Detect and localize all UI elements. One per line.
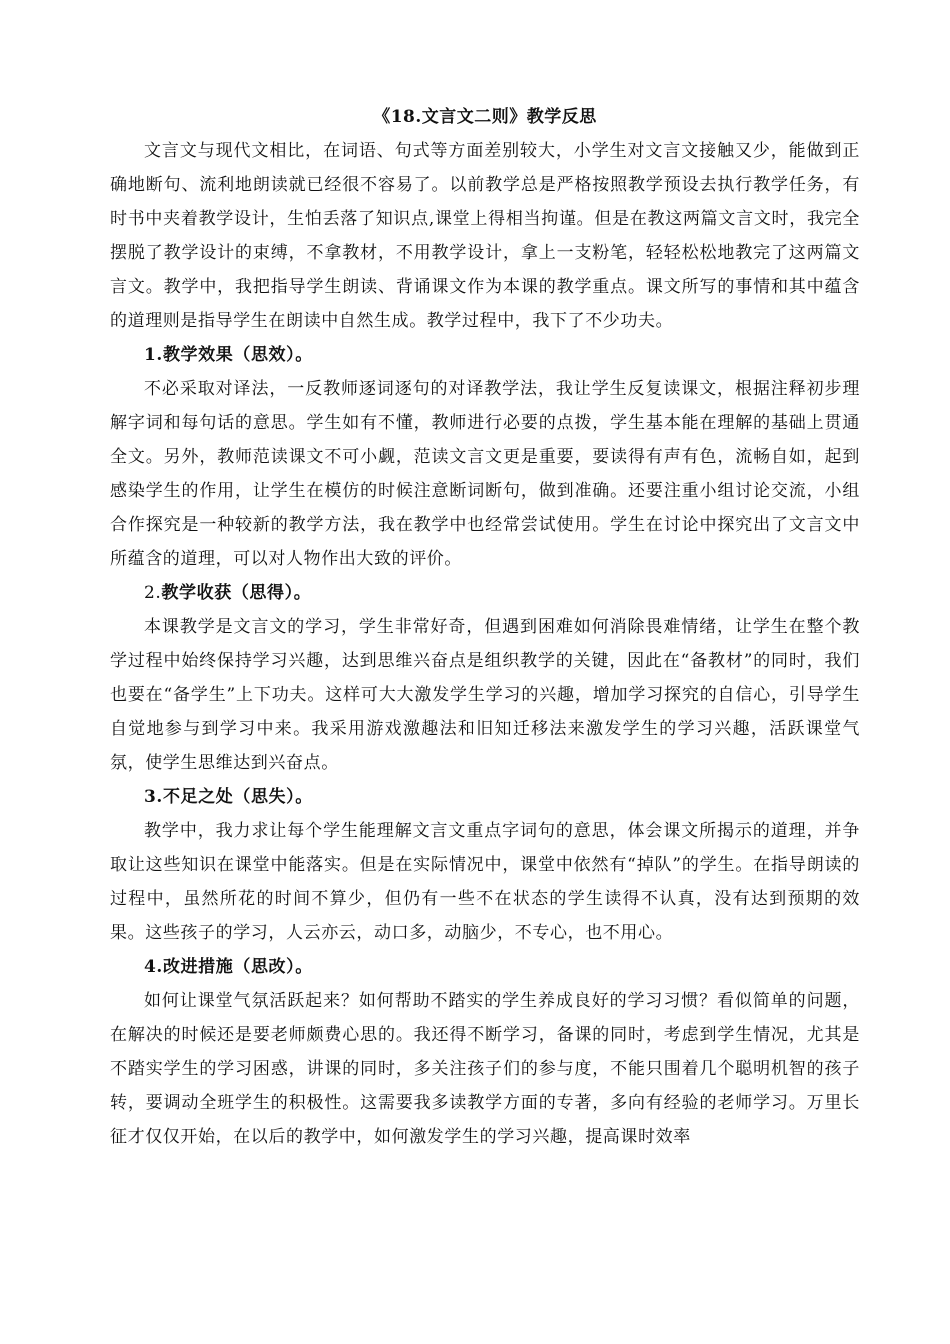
section-4-heading	[110, 950, 860, 984]
section-3-body: 教学中，我力求让每个学生能理解文言文重点字词句的意思，体会课文所揭示的道理，并争取让这些知识在课堂中能落实。但是在实际情况中，课堂中依然有“掉队”的学生。在指导朗读的过程中，虽然所花的时间不算少，但仍有一些不在状态的学生读得不认真，没有达到预期的效果。这些孩子的学习，人云亦云，动口多，动脑少，不专心，也不用心。	[110, 821, 860, 943]
section-1-body: 不必采取对译法，一反教师逐词逐句的对译教学法，我让学生反复读课文，根据注释初步理解字词和每句话的意思。学生如有不懂，教师进行必要的点拨，学生基本能在理解的基础上贯通全文。另外，教师范读课文不可小觑，范读文言文更是重要，要读得有声有色，流畅自如，起到感染学生的作用，让学生在模仿的时候注意断词断句，做到准确。还要注重小组讨论交流，小组合作探究是一种较新的教学方法，我在教学中也经常尝试使用。学生在讨论中探究出了文言文中所蕴含的道理，可以对人物作出大致的评价。	[110, 379, 860, 569]
section-3-number: 3.	[144, 787, 163, 807]
section-2-body: 本课教学是文言文的学习，学生非常好奇，但遇到困难如何消除畏难情绪，让学生在整个教学过程中始终保持学习兴趣，达到思维兴奋点是组织教学的关键，因此在“备教材”的同时，我们也要在“备学生”上下功夫。这样可大大激发学生学习的兴趣，增加学习探究的自信心，引导学生自觉地参与到学习中来。我采用游戏激趣法和旧知迁移法来激发学生的学习兴趣，活跃课堂气氛，使学生思维达到兴奋点。	[110, 617, 860, 773]
section-3-title: 不足之处（思失）。	[162, 787, 313, 807]
section-2-number: 2.	[144, 583, 162, 603]
section-2-title: 教学收获（思得）。	[161, 583, 312, 603]
document-title: 《18.文言文二则》教学反思	[373, 107, 597, 127]
intro-paragraph: 文言文与现代文相比，在词语、句式等方面差别较大，小学生对文言文接触又少，能做到正确地断句、流利地朗读就已经很不容易了。以前教学总是严格按照教学预设去执行教学任务，有时书中夹着教学设计，生怕丢落了知识点,课堂上得相当拘谨。但是在教这两篇文言文时，我完全摆脱了教学设计的束缚，不拿教材，不用教学设计，拿上一支粉笔，轻轻松松地教完了这两篇文言文。教学中，我把指导学生朗读、背诵课文作为本课的教学重点。课文所写的事情和其中蕴含的道理则是指导学生在朗读中自然生成。教学过程中，我下了不少功夫。	[110, 141, 860, 331]
section-1-heading	[110, 338, 860, 372]
section-3-heading	[110, 780, 860, 814]
section-2-heading	[110, 576, 860, 610]
section-1-title: 教学效果（思效）。	[162, 345, 313, 365]
section-4-body: 如何让课堂气氛活跃起来？如何帮助不踏实的学生养成良好的学习习惯？看似简单的问题，在解决的时候还是要老师颇费心思的。我还得不断学习，备课的同时，考虑到学生情况，尤其是不踏实学生的学习困惑，讲课的同时，多关注孩子们的参与度，不能只围着几个聪明机智的孩子转，要调动全班学生的积极性。这需要我多读教学方面的专著，多向有经验的老师学习。万里长征才仅仅开始，在以后的教学中，如何激发学生的学习兴趣，提高课时效率	[110, 991, 860, 1147]
section-4-number: 4.	[144, 957, 163, 977]
section-1-number: 1.	[144, 345, 163, 365]
section-4-title: 改进措施（思改）。	[162, 957, 313, 977]
document-page	[110, 104, 860, 1154]
